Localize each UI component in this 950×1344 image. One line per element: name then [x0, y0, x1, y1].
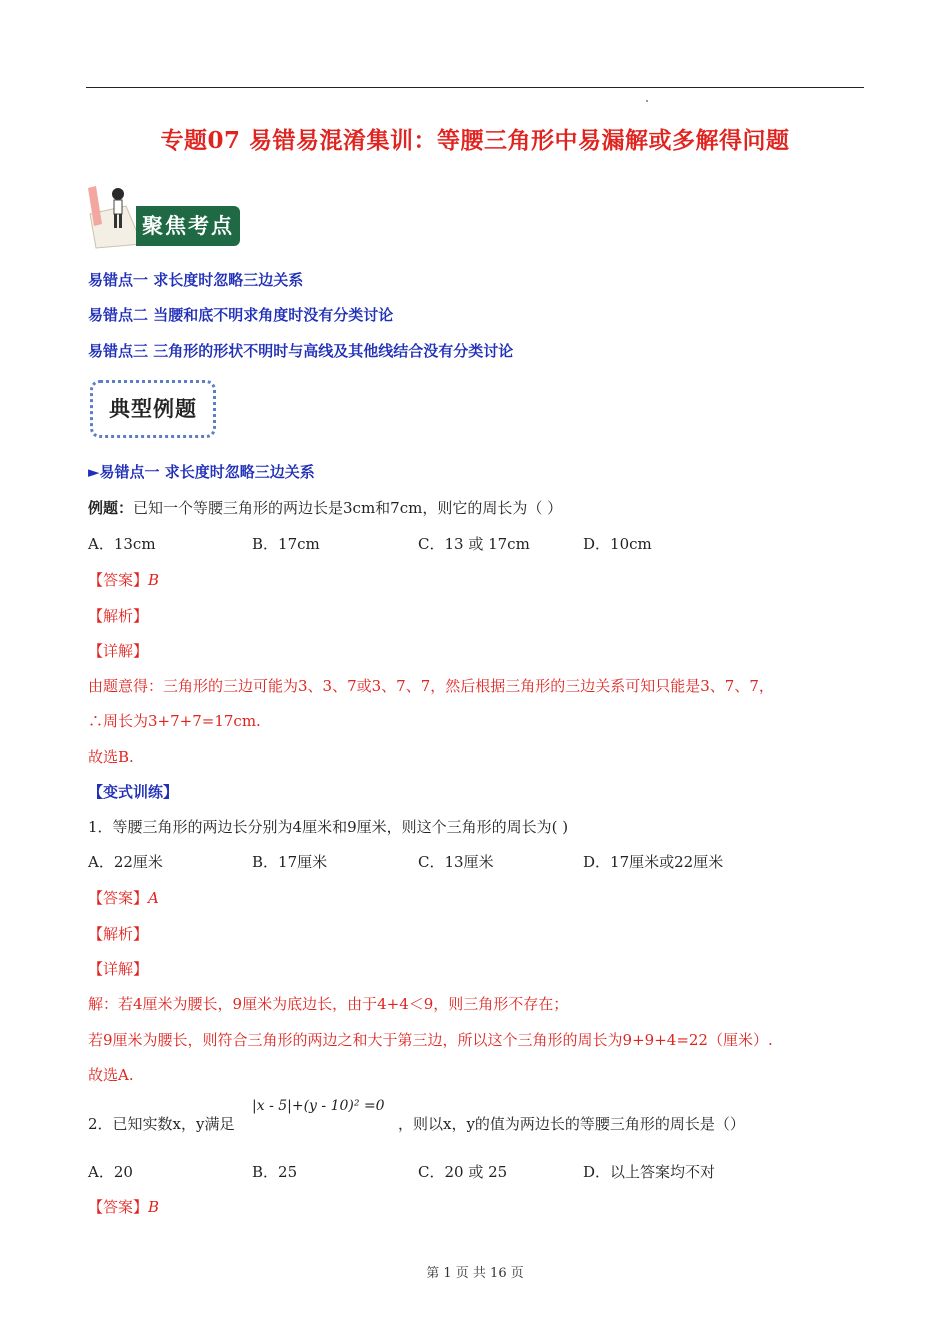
example-answer-line — [88, 570, 159, 590]
example-option-a: A．13cm — [88, 535, 156, 553]
q1-detail-tag: 【详解】 — [88, 960, 149, 978]
q1-stem: 1．等腰三角形的两边长分别为4厘米和9厘米，则这个三角形的周长为( ) — [88, 818, 569, 836]
header-dot — [646, 100, 648, 102]
focus-badge — [86, 184, 244, 250]
answer-tag: 【答案】 — [88, 571, 149, 589]
example-detail-2: ∴周长为3+7+7=17cm. — [88, 712, 261, 730]
focus-point-2: 易错点二 当腰和底不明求角度时没有分类讨论 — [88, 306, 394, 324]
example-option-b: B．17cm — [252, 535, 320, 553]
q1-detail-1: 解：若4厘米为腰长，9厘米为底边长，由于4+4＜9，则三角形不存在； — [88, 995, 569, 1013]
answer-tag: 【答案】 — [88, 1198, 149, 1216]
example-stem-line — [88, 498, 562, 518]
q1-option-d: D．17厘米或22厘米 — [583, 853, 724, 871]
example-option-d: D．10cm — [583, 535, 652, 553]
focus-point-1: 易错点一 求长度时忽略三边关系 — [88, 271, 304, 289]
section-heading: ►易错点一 求长度时忽略三边关系 — [88, 463, 315, 481]
example-label: 例题： — [88, 499, 134, 517]
q1-detail-3: 故选A. — [88, 1066, 134, 1084]
focus-point-3: 易错点三 三角形的形状不明时与高线及其他线结合没有分类讨论 — [88, 342, 514, 360]
example-detail-3: 故选B. — [88, 748, 134, 766]
focus-badge-label: 聚焦考点 — [136, 206, 240, 246]
answer-tag: 【答案】 — [88, 889, 149, 907]
example-option-c: C．13 或 17cm — [418, 535, 530, 553]
q2-stem-suffix: ，则以x，y的值为两边长的等腰三角形的周长是（） — [398, 1115, 745, 1133]
variant-tag: 【变式训练】 — [88, 783, 179, 801]
q1-analysis-tag: 【解析】 — [88, 925, 149, 943]
example-detail-tag: 【详解】 — [88, 642, 149, 660]
q2-answer-line — [88, 1197, 159, 1217]
q2-option-d: D．以上答案均不对 — [583, 1163, 716, 1181]
q2-option-b: B．25 — [252, 1163, 298, 1181]
answer-value: A — [148, 889, 159, 907]
q2-option-a: A．20 — [88, 1163, 133, 1181]
q1-option-a: A．22厘米 — [88, 853, 163, 871]
header-rule — [86, 87, 864, 88]
example-badge: 典型例题 — [90, 380, 216, 438]
q1-option-c: C．13厘米 — [418, 853, 494, 871]
q1-option-b: B．17厘米 — [252, 853, 328, 871]
q2-option-c: C．20 或 25 — [418, 1163, 508, 1181]
page-title: 专题07 易错易混淆集训：等腰三角形中易漏解或多解得问题 — [160, 127, 790, 154]
page-footer: 第 1 页 共 16 页 — [426, 1266, 524, 1281]
answer-value: B — [148, 571, 160, 589]
example-stem: 已知一个等腰三角形的两边长是3cm和7cm，则它的周长为（ ） — [133, 499, 563, 517]
example-analysis-tag: 【解析】 — [88, 607, 149, 625]
q1-detail-2: 若9厘米为腰长，则符合三角形的两边之和大于第三边，所以这个三角形的周长为9+9+4=22（厘米）. — [88, 1031, 773, 1049]
answer-value: B — [148, 1198, 160, 1216]
example-detail-1: 由题意得：三角形的三边可能为3、3、7或3、7、7，然后根据三角形的三边关系可知只能是3、7、7， — [88, 677, 774, 695]
q2-formula: |x - 5|+(y - 10)² =0 — [252, 1098, 385, 1114]
q1-answer-line — [88, 888, 159, 908]
q2-stem-prefix: 2．已知实数x，y满足 — [88, 1115, 235, 1133]
